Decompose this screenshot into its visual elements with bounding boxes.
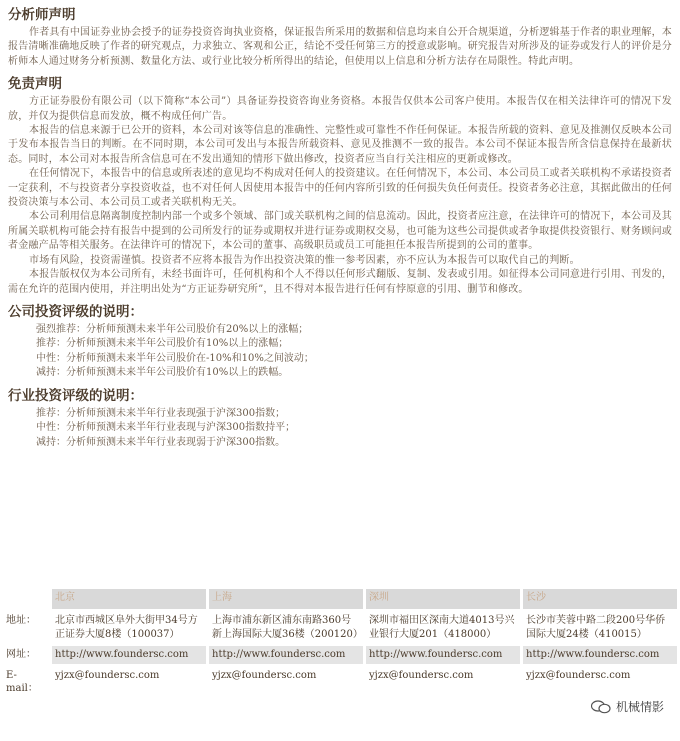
address-cell: 上海市浦东新区浦东南路360号新上海国际大厦36楼（200120） bbox=[212, 615, 363, 640]
website-row bbox=[3, 646, 677, 664]
watermark-text: 机械情影 bbox=[615, 700, 664, 714]
analyst-statement-body: 作者具有中国证券业协会授予的证券投资咨询执业资格，保证报告所采用的数据和信息均来自公开合规渠道，分析逻辑基于作者的职业理解，本报告清晰准确地反映了作者的研究观点，力求独立、客观和公正，结论不受任何第三方的授意或影响。研究报告对所涉及的证券或发行人的评价是分析师本人通过财务分析预测、数量化方法、或行业比较分析所得出的结论，但使用以上信息和分析方法存在局限性。特此声明。 bbox=[8, 27, 672, 67]
disclaimer-paragraph: 本报告版权仅为本公司所有，未经书面许可，任何机构和个人不得以任何形式翻版、复制、发表或引用。如征得本公司同意进行引用、刊发的，需在允许的范围内使用，并注明出处为“方正证券研究所”，且不得对本报告进行任何有悖原意的引用、删节和修改。 bbox=[8, 269, 672, 295]
email-link[interactable]: yjzx@foundersc.com bbox=[369, 669, 474, 681]
address-cell: 北京市西城区阜外大街甲34号方正证券大厦8楼（100037） bbox=[55, 615, 198, 640]
email-label: E-mail： bbox=[6, 669, 38, 694]
website-link[interactable]: http://www.foundersc.com bbox=[366, 646, 520, 664]
industry-rating-title: 行业投资评级的说明： bbox=[8, 387, 143, 404]
rating-item: 强烈推荐：分析师预测未来半年公司股价有20%以上的涨幅； bbox=[36, 323, 309, 335]
disclaimer-paragraph: 市场有风险，投资需谨慎。投资者不应将本报告为作出投资决策的惟一参考因素，亦不应认为本报告可以取代自己的判断。 bbox=[29, 254, 580, 266]
website-link[interactable]: http://www.foundersc.com bbox=[209, 646, 363, 664]
website-label: 网址： bbox=[6, 649, 36, 660]
disclaimer-paragraph: 方正证券股份有限公司（以下简称“本公司”）具备证券投资咨询业务资格。本报告仅供本公司客户使用。本报告仅在相关法律许可的情况下发放，并仅为提供信息而发放，概不构成任何广告。 bbox=[8, 96, 672, 122]
email-link[interactable]: yjzx@foundersc.com bbox=[526, 669, 631, 681]
disclaimer-paragraph: 本报告的信息来源于已公开的资料，本公司对该等信息的准确性、完整性或可靠性不作任何保证。本报告所载的资料、意见及推测仅反映本公司于发布本报告当日的判断。在不同时期，本公司可发出与本报告所载资料、意见及推测不一致的报告。本公司不保证本报告所含信息保持在最新状态。同时，本公司对本报告所含信息可在不发出通知的情形下做出修改，投资者应当自行关注相应的更新或修改。 bbox=[8, 125, 672, 165]
rating-item: 减持：分析师预测未来半年公司股价有10%以上的跌幅。 bbox=[36, 367, 289, 379]
rating-item: 减持：分析师预测未来半年行业表现弱于沪深300指数。 bbox=[36, 436, 286, 448]
disclaimer-section bbox=[8, 75, 672, 297]
wechat-icon bbox=[591, 700, 611, 714]
address-row bbox=[3, 612, 677, 643]
email-link[interactable]: yjzx@foundersc.com bbox=[55, 669, 160, 681]
company-rating-section bbox=[8, 303, 672, 381]
website-link[interactable]: http://www.foundersc.com bbox=[523, 646, 677, 664]
industry-rating-section bbox=[8, 387, 672, 451]
industry-rating-list bbox=[8, 407, 672, 451]
wechat-watermark bbox=[591, 698, 664, 715]
report-page bbox=[8, 6, 672, 456]
rating-item: 中性：分析师预测未来半年行业表现与沪深300指数持平； bbox=[36, 422, 296, 434]
website-link[interactable]: http://www.foundersc.com bbox=[52, 646, 206, 664]
city-changsha: 长沙 bbox=[523, 589, 677, 609]
company-rating-title: 公司投资评级的说明： bbox=[8, 303, 143, 320]
analyst-statement-section bbox=[8, 6, 672, 69]
header-spacer bbox=[3, 589, 49, 609]
city-shanghai: 上海 bbox=[209, 589, 363, 609]
company-rating-list bbox=[8, 323, 672, 381]
disclaimer-paragraph: 本公司利用信息隔离制度控制内部一个或多个领域、部门或关联机构之间的信息流动。因此，投资者应注意，在法律许可的情况下，本公司及其所属关联机构可能会持有报告中提到的公司所发行的证券或期权并进行证券或期权交易，也可能为这些公司提供或者争取提供投资银行、财务顾问或者金融产品等相关服务。在法律许可的情况下，本公司的董事、高级职员或员工可能担任本报告所提到的公司的董事。 bbox=[8, 211, 672, 252]
city-header-row bbox=[3, 589, 677, 609]
analyst-statement-title: 分析师声明 bbox=[8, 7, 76, 23]
contact-table bbox=[0, 586, 680, 701]
rating-item: 推荐：分析师预测未来半年公司股价有10%以上的涨幅； bbox=[36, 338, 289, 350]
address-label: 地址： bbox=[6, 615, 36, 626]
address-cell: 长沙市芙蓉中路二段200号华侨国际大厦24楼（410015） bbox=[526, 615, 666, 640]
disclaimer-title: 免责声明 bbox=[8, 76, 62, 93]
address-cell: 深圳市福田区深南大道4013号兴业银行大厦201（418000） bbox=[369, 615, 515, 640]
rating-item: 中性：分析师预测未来半年公司股价在-10%和10%之间波动； bbox=[36, 352, 314, 364]
rating-item: 推荐：分析师预测未来半年行业表现强于沪深300指数； bbox=[36, 407, 286, 419]
disclaimer-paragraph: 在任何情况下，本报告中的信息或所表述的意见均不构成对任何人的投资建议。在任何情况下，本公司、本公司员工或者关联机构不承诺投资者一定获利，不与投资者分享投资收益，也不对任何人因使用本报告中的任何内容所引致的任何损失负任何责任。投资者务必注意，其据此做出的任何投资决策与本公司、本公司员工或者关联机构无关。 bbox=[8, 168, 672, 209]
city-shenzhen: 深圳 bbox=[366, 589, 520, 609]
email-link[interactable]: yjzx@foundersc.com bbox=[212, 669, 317, 681]
city-beijing: 北京 bbox=[52, 589, 206, 609]
email-row bbox=[3, 667, 677, 698]
